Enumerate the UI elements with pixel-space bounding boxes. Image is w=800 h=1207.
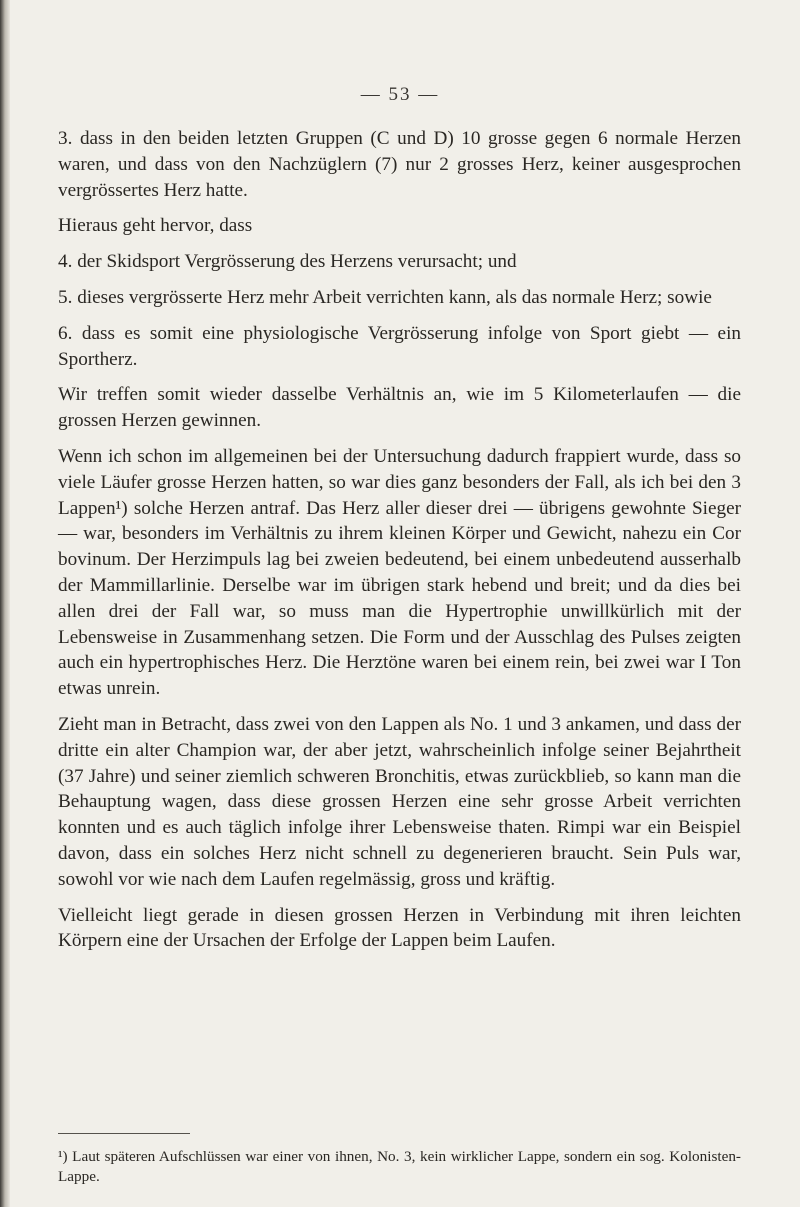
- footnote: ¹) Laut späteren Aufschlüssen war einer von ihnen, No. 3, kein wirklicher Lappe, sondern ein sog. Kolonisten-Lappe.: [58, 1148, 741, 1185]
- footnote-rule: [58, 1133, 190, 1134]
- paragraph-point-6: 6. dass es somit eine physiologische Vergrösserung infolge von Sport giebt — ein Sportherz.: [58, 322, 741, 370]
- paragraph-point-5: 5. dieses vergrösserte Herz mehr Arbeit verrichten kann, als das normale Herz; sowie: [58, 286, 712, 308]
- book-binding-shadow: [0, 0, 10, 1207]
- paragraph-betracht: Zieht man in Betracht, dass zwei von den Lappen als No. 1 und 3 ankamen, und dass der dritte ein alter Champion war, der aber jetzt, wahrscheinlich infolge seiner Bejahrtheit (37 Jahre) und seiner ziemlich schweren Bronchitis, etwas zurückblieb, so kann man die Behauptung wagen, dass diese grossen Herzen eine sehr grosse Arbeit verrichten konnten und es auch täglich infolge ihrer Lebensweise thaten. Rimpi war ein Beispiel davon, dass ein solches Herz nicht schnell zu degenerieren braucht. Sein Puls war, sowohl vor wie nach dem Laufen regelmässig, gross und kräftig.: [58, 713, 741, 890]
- page-body: [58, 126, 741, 954]
- paragraph-verhaeltnis: Wir treffen somit wieder dasselbe Verhältnis an, wie im 5 Kilometerlaufen — die grossen Herzen gewinnen.: [58, 384, 741, 432]
- paragraph-hieraus: Hieraus geht hervor, dass: [58, 215, 253, 237]
- paragraph-vielleicht: Vielleicht liegt gerade in diesen grossen Herzen in Verbindung mit ihren leichten Körpern eine der Ursachen der Erfolge der Lappen beim Laufen.: [58, 904, 741, 952]
- paragraph-lappen: Wenn ich schon im allgemeinen bei der Untersuchung dadurch frappiert wurde, dass so viele Läufer grosse Herzen hatten, so war dies ganz besonders der Fall, als ich bei den 3 Lappen¹) solche Herzen antraf. Das Herz aller dieser drei — übrigens gewohnte Sieger — war, besonders im Verhältnis zu ihrem kleinen Körper und Gewicht, nahezu ein Cor bovinum. Der Herzimpuls lag bei zweien bedeutend, bei einem unbedeutend ausserhalb der Mammillarlinie. Derselbe war im übrigen stark hebend und breit; und da dies bei allen drei der Fall war, so muss man die Hypertrophie unwillkürlich mit der Lebensweise in Zusammenhang setzen. Die Form und der Ausschlag des Pulses zeigten auch ein hypertrophisches Herz. Die Herztöne waren bei einem rein, bei zwei war I Ton etwas unrein.: [58, 445, 741, 700]
- page-number: — 53 —: [360, 84, 440, 105]
- paragraph-point-4: 4. der Skidsport Vergrösserung des Herzens verursacht; und: [58, 251, 517, 273]
- paragraph-point-3: 3. dass in den beiden letzten Gruppen (C und D) 10 grosse gegen 6 normale Herzen waren, und dass von den Nachzüglern (7) nur 2 grosses Herz, keiner ausgesprochen vergrössertes Herz hatte.: [58, 128, 741, 201]
